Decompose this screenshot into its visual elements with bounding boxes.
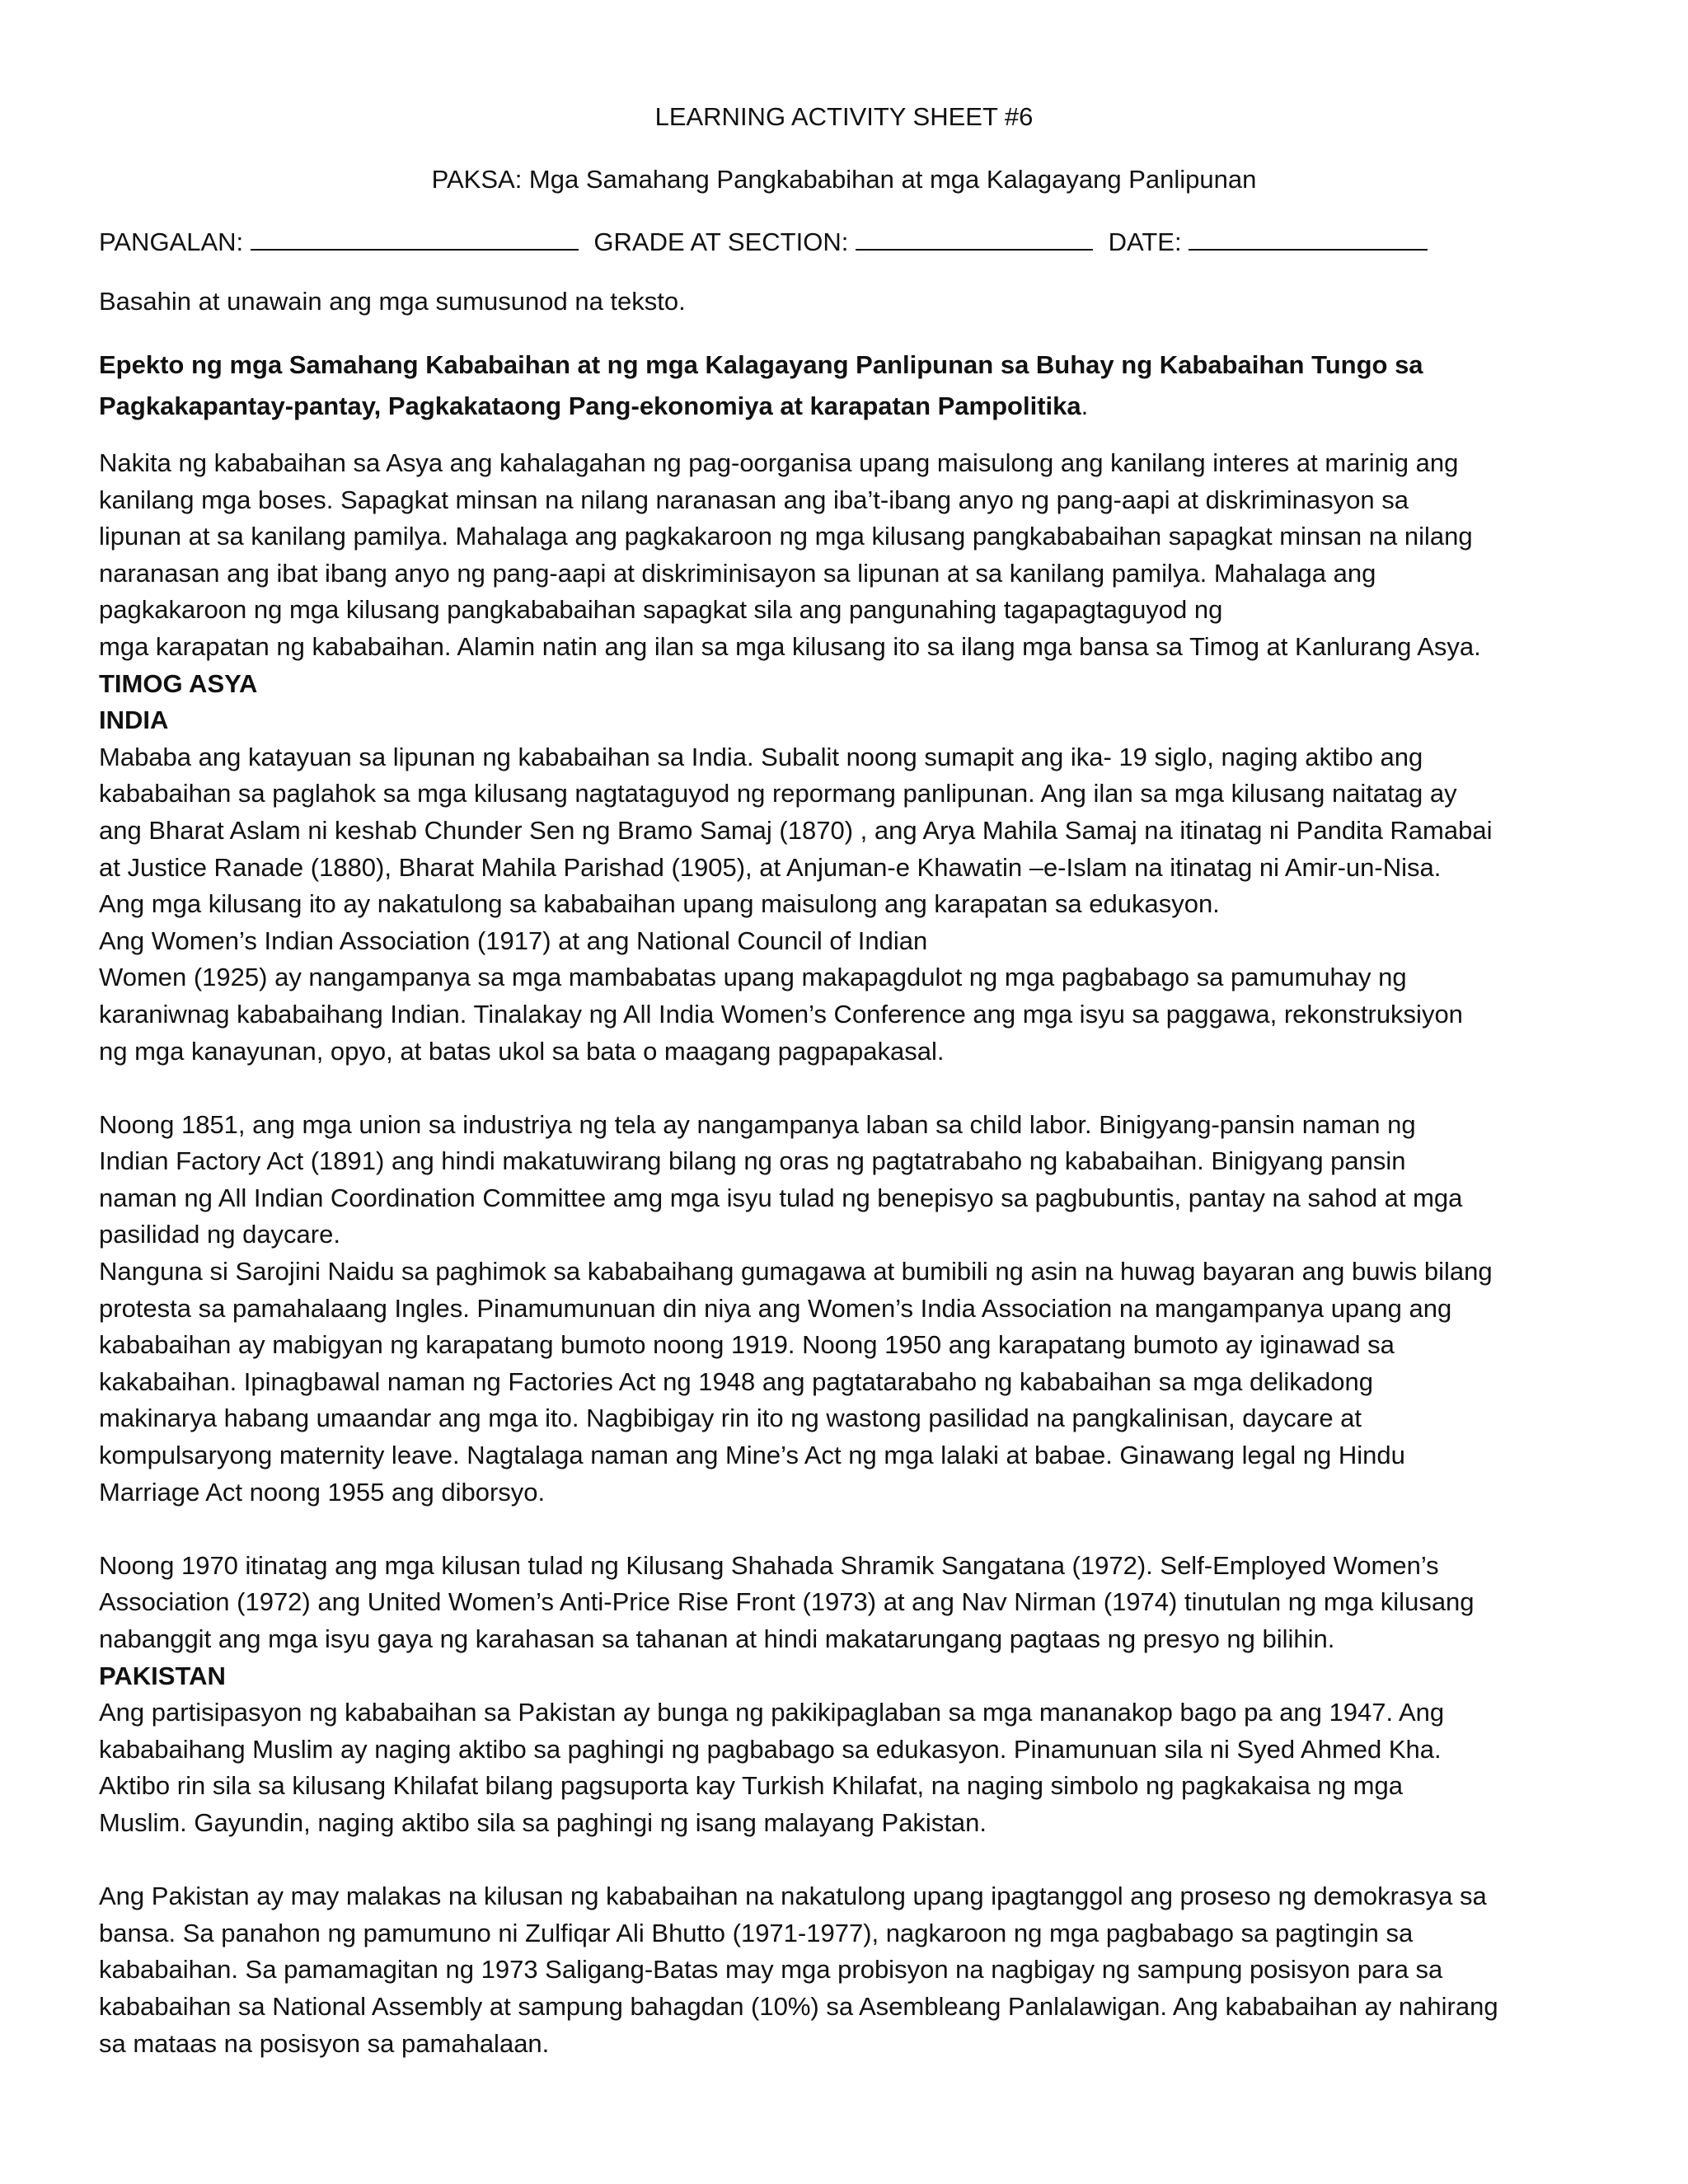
section-heading-timog-asya: TIMOG ASYA [99,668,258,698]
reading-heading [99,344,1589,427]
india-paragraph-line: kababaihan ay mabigyan ng karapatang bumoto noong 1919. Noong 1950 ang karapatang bumoto ay iginawad sa [99,1330,1395,1360]
india-paragraph-line: Indian Factory Act (1891) ang hindi makatuwirang bilang ng oras ng pagtatrabaho ng kababaihan. Binigyang pansin [99,1146,1406,1176]
pakistan-paragraph-line: kababaihan sa National Assembly at sampung bahagdan (10%) sa Asembleang Panlalawigan. Ang kababaihan ay nahirang [99,1991,1498,2021]
india-paragraph-line: nabanggit ang mga isyu gaya ng karahasan sa tahanan at hindi makatarungang pagtaas ng presyo ng bilihin. [99,1624,1335,1653]
reading-heading-period: . [1081,391,1089,420]
india-paragraph-line: karaniwnag kababaihang Indian. Tinalakay ng All India Women’s Conference ang mga isyu sa paggawa, rekonstruksiyon [99,999,1463,1029]
reading-body [99,445,1589,2062]
paragraph-gap [99,1070,1589,1107]
india-paragraph-line: Marriage Act noong 1955 ang diborsyo. [99,1477,546,1507]
instruction-text: Basahin at unawain ang mga sumusunod na teksto. [99,287,686,316]
topic-line: PAKSA: Mga Samahang Pangkababihan at mga Kalagayang Panlipunan [431,165,1257,194]
india-paragraph-line: Mababa ang katayuan sa lipunan ng kababaihan sa India. Subalit noong sumapit ang ika- 19 siglo, naging aktibo ang [99,742,1423,771]
india-paragraph-line: Noong 1851, ang mga union sa industriya ng tela ay nangampanya laban sa child labor. Binigyang-pansin naman ng [99,1109,1416,1139]
pakistan-paragraph-line: sa mataas na posisyon sa pamahalaan. [99,2028,550,2058]
india-paragraph-line: kakabaihan. Ipinagbawal naman ng Factories Act ng 1948 ang pagtatarabaho ng kababaihan sa mga delikadong [99,1366,1373,1396]
pakistan-paragraph-line: kababaihan. Sa pamamagitan ng 1973 Saligang-Batas may mga probisyon na nagbigay ng sampung posisyon para sa [99,1955,1443,1985]
india-paragraph-line: Ang Women’s Indian Association (1917) at ang National Council of Indian [99,926,928,955]
grade-section-field[interactable] [856,224,1093,251]
pakistan-paragraph-line: Muslim. Gayundin, naging aktibo sila sa paghingi ng isang malayang Pakistan. [99,1807,987,1837]
india-paragraph-line: kompulsaryong maternity leave. Nagtalaga naman ang Mine’s Act ng mga lalaki at babae. Ginawang legal ng Hindu [99,1441,1405,1470]
india-paragraph-line: protesta sa pamahalaang Ingles. Pinamumunuan din niya ang Women’s India Association na mangampanya upang ang [99,1293,1452,1323]
india-paragraph-line: kababaihan sa paglahok sa mga kilusang nagtataguyod ng repormang panlipunan. Ang ilan sa mga kilusang naitatag ay [99,779,1457,808]
pakistan-paragraph-line: Ang Pakistan ay may malakas na kilusan ng kababaihan na nakatulong upang ipagtanggol ang proseso ng demokrasya sa [99,1882,1487,1911]
paragraph-gap [99,1511,1589,1548]
pakistan-paragraph-line: Aktibo rin sila sa kilusang Khilafat bilang pagsuporta kay Turkish Khilafat, na naging simbolo ng pagkakaisa ng mga [99,1771,1403,1801]
date-field[interactable] [1189,224,1428,251]
intro-line: pagkakaroon ng mga kilusang pangkababaihan sapagkat sila ang pangunahing tagapagtaguyod ng [99,595,1223,625]
intro-line: naranasan ang ibat ibang anyo ng pang-aapi at diskriminisayon sa lipunan at sa kanilang pamilya. Mahalaga ang [99,558,1376,588]
section-heading-pakistan: PAKISTAN [99,1661,226,1690]
pakistan-paragraph-line: kababaihang Muslim ay naging aktibo sa paghingi ng pagbabago sa edukasyon. Pinamunuan sila ni Syed Ahmed Kha. [99,1734,1442,1764]
student-info-fields [99,223,1589,262]
paragraph-gap [99,1842,1589,1879]
india-paragraph-line: Women (1925) ay nangampanya sa mga mambabatas upang makapagdulot ng mga pagbabago sa pamumuhay ng [99,963,1407,992]
intro-line: kanilang mga boses. Sapagkat minsan na nilang naranasan ang iba’t-ibang anyo ng pang-aapi at diskriminasyon sa [99,485,1409,514]
section-heading-india: INDIA [99,705,169,735]
sheet-title: LEARNING ACTIVITY SHEET #6 [654,102,1034,131]
intro-line: lipunan at sa kanilang pamilya. Mahalaga ang pagkakaroon ng mga kilusang pangkababaihan sapagkat minsan na nilang [99,522,1473,551]
india-paragraph-line: at Justice Ranade (1880), Bharat Mahila Parishad (1905), at Anjuman-e Khawatin –e-Islam na itinatag ni Amir-un-Nisa. [99,852,1442,882]
india-paragraph-line: ng mga kanayunan, opyo, at batas ukol sa bata o maagang pagpapakasal. [99,1036,945,1066]
india-paragraph-line: pasilidad ng daycare. [99,1220,340,1249]
grade-section-label: GRADE AT SECTION: [593,227,849,256]
date-label: DATE: [1108,227,1182,256]
name-label: PANGALAN: [99,227,244,256]
pakistan-paragraph-line: bansa. Sa panahon ng pamumuno ni Zulfiqar Ali Bhutto (1971-1977), nagkaroon ng mga pagbabago sa pagtingin sa [99,1918,1414,1947]
india-paragraph-line: Ang mga kilusang ito ay nakatulong sa kababaihan upang maisulong ang karapatan sa edukasyon. [99,889,1220,919]
india-paragraph-line: Association (1972) ang United Women’s Anti-Price Rise Front (1973) at ang Nav Nirman (1974) tinutulan ng mga kilusang [99,1587,1475,1617]
india-paragraph-line: makinarya habang umaandar ang mga ito. Nagbibigay rin ito ng wastong pasilidad na pangkalinisan, daycare at [99,1404,1362,1433]
india-paragraph-line: Noong 1970 itinatag ang mga kilusan tulad ng Kilusang Shahada Shramik Sangatana (1972). Self-Employed Women’s [99,1550,1439,1580]
india-paragraph-line: Nanguna si Sarojini Naidu sa paghimok sa kababaihang gumagawa at bumibili ng asin na huwag bayaran ang buwis bilang [99,1257,1493,1286]
name-field[interactable] [251,224,579,251]
intro-line: Nakita ng kababaihan sa Asya ang kahalagahan ng pag-oorganisa upang maisulong ang kanilang interes at marinig ang [99,448,1459,477]
reading-heading-text: Epekto ng mga Samahang Kababaihan at ng mga Kalagayang Panlipunan sa Buhay ng Kababaihan Tungo sa Pagkakapantay-pantay, Pagkakataong Pang-ekonomiya at karapatan Pampolitika [99,350,1423,420]
india-paragraph-line: ang Bharat Aslam ni keshab Chunder Sen ng Bramo Samaj (1870) , ang Arya Mahila Samaj na itinatag ni Pandita Ramabai [99,815,1493,845]
intro-line: mga karapatan ng kababaihan. Alamin natin ang ilan sa mga kilusang ito sa ilang mga bansa sa Timog at Kanlurang Asya. [99,631,1481,661]
pakistan-paragraph-line: Ang partisipasyon ng kababaihan sa Pakistan ay bunga ng pakikipaglaban sa mga mananakop bago pa ang 1947. Ang [99,1698,1445,1727]
india-paragraph-line: naman ng All Indian Coordination Committee amg mga isyu tulad ng benepisyo sa pagbubuntis, pantay na sahod at mga [99,1183,1463,1212]
